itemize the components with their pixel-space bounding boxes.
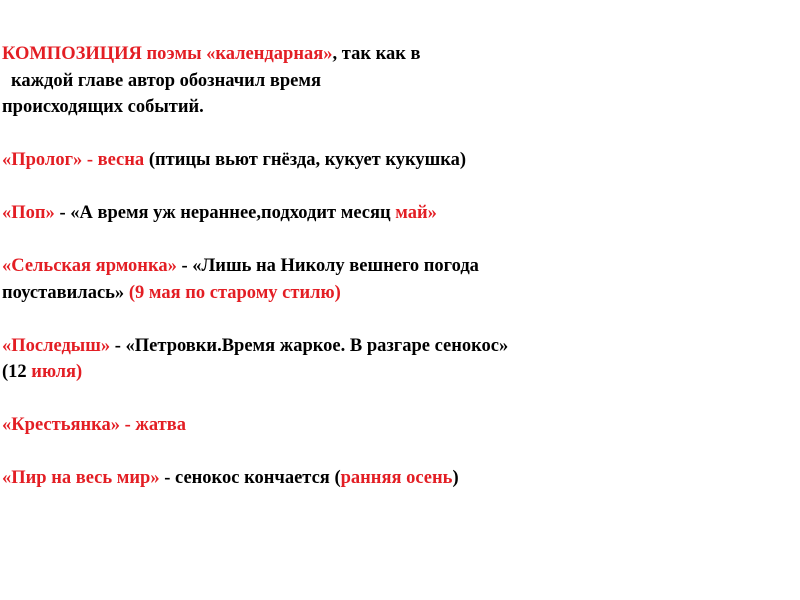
- text-run: май»: [395, 203, 437, 223]
- text-line: [2, 359, 792, 386]
- text-run: ): [452, 468, 459, 488]
- slide-body-text: [2, 41, 792, 518]
- text-line: [2, 68, 792, 95]
- paragraph-prolog: [2, 147, 792, 174]
- text-line: [2, 94, 792, 121]
- text-line: [2, 200, 792, 227]
- paragraph-pir-na-ves-mir: [2, 465, 792, 492]
- text-line: [2, 412, 792, 439]
- paragraph-pop: [2, 200, 792, 227]
- text-run: ранняя осень: [340, 468, 453, 488]
- text-run: - сенокос кончается (: [159, 468, 341, 488]
- text-run: - «Лишь на Николу вешнего погода: [176, 256, 479, 276]
- text-line: [2, 41, 792, 68]
- paragraph-selskaya-yarmonka: [2, 253, 792, 306]
- text-line: [2, 465, 792, 492]
- text-run: «Последыш»: [2, 335, 111, 356]
- text-run: КОМПОЗИЦИЯ поэмы «календарная»: [2, 44, 333, 64]
- paragraph-composition: [2, 41, 792, 121]
- paragraph-posledysh: [2, 333, 792, 386]
- text-run: каждой главе автор обозначил время: [11, 70, 321, 91]
- text-run: поуставилась»: [2, 282, 129, 303]
- text-line: [2, 147, 792, 174]
- text-run: «Сельская ярмонка»: [2, 256, 177, 276]
- text-run: «Пролог» - весна: [2, 150, 145, 170]
- text-line: [2, 333, 792, 360]
- text-line: [2, 253, 792, 280]
- text-run: - «А время уж нераннее,подходит месяц: [54, 203, 396, 223]
- text-run: «Пир на весь мир»: [2, 468, 160, 488]
- text-run: , так как в: [332, 44, 421, 64]
- text-run: «Крестьянка» - жатва: [2, 415, 186, 435]
- text-run: июля): [31, 362, 83, 382]
- text-run: (9 мая по старому стилю): [128, 282, 341, 303]
- text-line: [2, 280, 792, 307]
- text-run: (12: [2, 362, 32, 382]
- text-run: (птицы вьют гнёзда, кукует кукушка): [144, 150, 467, 170]
- text-run: происходящих событий.: [2, 97, 204, 117]
- text-run: - «Петровки.Время жаркое. В разгаре сенокос»: [110, 335, 509, 356]
- paragraph-krestyanka: [2, 412, 792, 439]
- text-run: «Поп»: [2, 203, 55, 223]
